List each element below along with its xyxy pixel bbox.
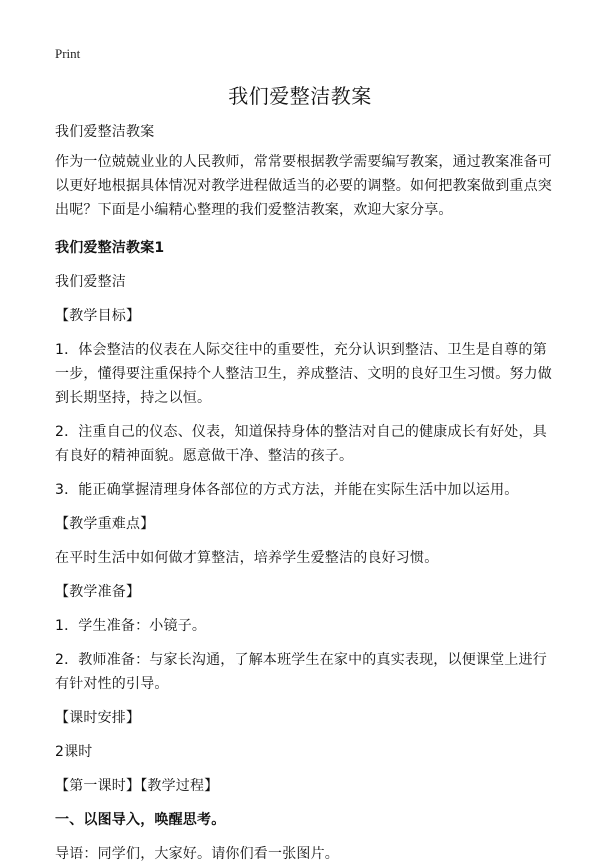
page-title: 我们爱整洁教案 bbox=[228, 84, 372, 108]
document-body bbox=[55, 120, 555, 866]
goal-item: 2．注重自己的仪态、仪表，知道保持身体的整洁对自己的健康成长有好处，具有良好的精神面貌。愿意做干净、整洁的孩子。 bbox=[55, 424, 547, 464]
process-heading: 【第一课时】【教学过程】 bbox=[55, 778, 219, 794]
section-heading: 我们爱整洁教案1 bbox=[55, 240, 165, 256]
intro-paragraph: 作为一位兢兢业业的人民教师，常常要根据教学需要编写教案，通过教案准备可以更好地根据具体情况对教学进程做适当的必要的调整。如何把教案做到重点突出呢？下面是小编精心整理的我们爱整洁教案，欢迎大家分享。 bbox=[55, 154, 552, 218]
schedule-text: 2课时 bbox=[55, 744, 93, 760]
key-points-heading: 【教学重难点】 bbox=[55, 516, 155, 532]
goal-item: 3．能正确掌握清理身体各部位的方式方法，并能在实际生活中加以运用。 bbox=[55, 482, 519, 498]
key-points-text: 在平时生活中如何做才算整洁，培养学生爱整洁的良好习惯。 bbox=[55, 550, 439, 566]
schedule-heading: 【课时安排】 bbox=[55, 710, 141, 726]
goals-heading: 【教学目标】 bbox=[55, 308, 141, 324]
prep-item: 2．教师准备：与家长沟通，了解本班学生在家中的真实表现，以便课堂上进行有针对性的引导。 bbox=[55, 652, 547, 692]
print-link[interactable]: Print bbox=[55, 46, 81, 61]
step-heading: 一、以图导入，唤醒思考。 bbox=[55, 812, 226, 828]
document-subtitle: 我们爱整洁教案 bbox=[55, 124, 155, 140]
prep-heading: 【教学准备】 bbox=[55, 584, 141, 600]
lesson-name: 我们爱整洁 bbox=[55, 274, 126, 290]
step-text: 导语：同学们，大家好。请你们看一张图片。 bbox=[55, 846, 339, 862]
prep-item: 1．学生准备：小镜子。 bbox=[55, 618, 207, 634]
goal-item: 1．体会整洁的仪表在人际交往中的重要性，充分认识到整洁、卫生是自尊的第一步，懂得要注重保持个人整洁卫生，养成整洁、文明的良好卫生习惯。努力做到长期坚持，持之以恒。 bbox=[55, 342, 552, 406]
